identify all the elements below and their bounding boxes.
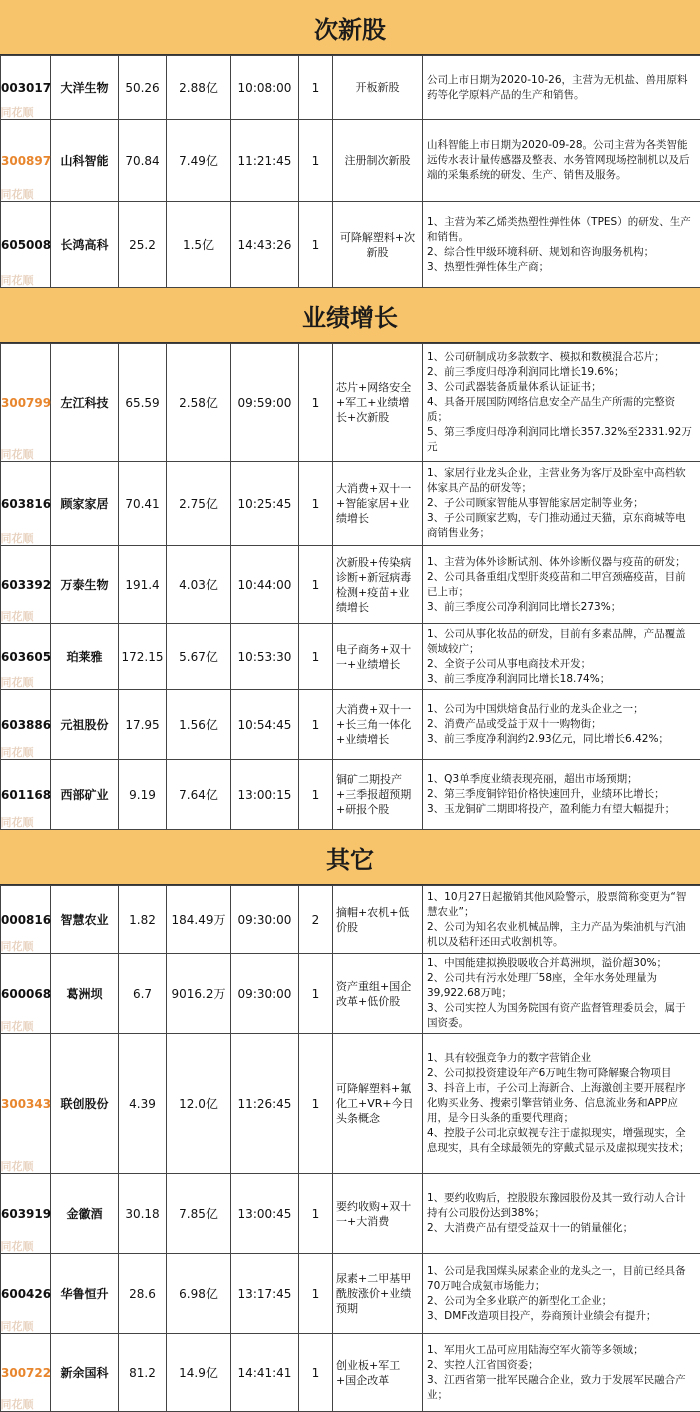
stock-name: 西部矿业 — [51, 760, 119, 830]
watermark-logo: 同花顺 — [1, 186, 34, 202]
stock-name: 葛洲坝 — [51, 954, 119, 1034]
description-line: 2、公司具备重组戊型肝炎疫苗和二甲宫颈癌疫苗，目前已上市； — [427, 570, 696, 600]
concept-tags: 摘帽+农机+低价股 — [333, 886, 423, 954]
description-line: 2、子公司顾家智能从事智能家居定制等业务； — [427, 496, 696, 511]
table-row — [1, 202, 700, 288]
stock-description — [423, 624, 700, 690]
description-line: 4、具备开展国防网络信息安全产品生产所需的完整资质； — [427, 395, 696, 425]
watermark-logo: 同花顺 — [1, 1238, 34, 1254]
description-line: 2、综合性甲级环境科研、规划和咨询服务机构； — [427, 245, 696, 260]
board-count: 1 — [299, 624, 333, 690]
trade-amount: 1.56亿 — [167, 690, 231, 760]
concept-tags: 尿素+二甲基甲酰胺涨价+业绩预期 — [333, 1254, 423, 1334]
board-count: 1 — [299, 120, 333, 202]
stock-code: 300897 — [1, 120, 51, 202]
trade-amount: 14.9亿 — [167, 1334, 231, 1412]
limit-up-time: 10:08:00 — [231, 56, 299, 120]
stock-description — [423, 1034, 700, 1174]
description-line: 2、消费产品或受益于双十一购物街； — [427, 717, 696, 732]
stock-name: 智慧农业 — [51, 886, 119, 954]
watermark-logo: 同花顺 — [1, 608, 34, 624]
concept-tags: 大消费+双十一+智能家居+业绩增长 — [333, 462, 423, 546]
stock-code: 603605 — [1, 624, 51, 690]
stock-code: 300799 — [1, 344, 51, 462]
description-line: 1、中国能建拟换股吸收合并葛洲坝，溢价超30%； — [427, 956, 696, 971]
limit-up-time: 14:41:41 — [231, 1334, 299, 1412]
stock-price: 70.84 — [119, 120, 167, 202]
concept-tags: 铜矿二期投产+三季报超预期+研报个股 — [333, 760, 423, 830]
watermark-logo: 同花顺 — [1, 1018, 34, 1034]
stock-name: 珀莱雅 — [51, 624, 119, 690]
stock-name: 左江科技 — [51, 344, 119, 462]
watermark-logo: 同花顺 — [1, 446, 34, 462]
description-line: 3、公司实控人为国务院国有资产监督管理委员会，属于国资委。 — [427, 1001, 696, 1031]
section-title: 次新股 — [0, 0, 700, 55]
description-line: 3、DMF改造项目投产，券商预计业绩会有提升； — [427, 1309, 696, 1324]
concept-tags: 可降解塑料+次新股 — [333, 202, 423, 288]
watermark-logo: 同花顺 — [1, 104, 34, 120]
stock-price: 25.2 — [119, 202, 167, 288]
board-count: 1 — [299, 546, 333, 624]
table-row — [1, 954, 700, 1034]
stock-name: 顾家家居 — [51, 462, 119, 546]
limit-up-time: 14:43:26 — [231, 202, 299, 288]
description-line: 1、公司研制成功多款数字、模拟和数模混合芯片； — [427, 350, 696, 365]
stock-code: 600068 — [1, 954, 51, 1034]
stock-name: 金徽酒 — [51, 1174, 119, 1254]
stock-description — [423, 56, 700, 120]
description-line: 山科智能上市日期为2020-09-28。公司主营为各类智能远传水表计量传感器及整表、水务管网现场控制机以及后端的采集系统的研发、生产、销售及服务。 — [427, 138, 696, 183]
description-line: 1、10月27日起撤销其他风险警示，股票简称变更为“智慧农业”； — [427, 890, 696, 920]
watermark-logo: 同花顺 — [1, 814, 34, 830]
stock-name: 新余国科 — [51, 1334, 119, 1412]
stock-price: 191.4 — [119, 546, 167, 624]
description-line: 1、主营为体外诊断试剂、体外诊断仪器与疫苗的研发； — [427, 555, 696, 570]
trade-amount: 2.58亿 — [167, 344, 231, 462]
board-count: 1 — [299, 202, 333, 288]
board-count: 1 — [299, 690, 333, 760]
stock-description — [423, 954, 700, 1034]
stock-code: 601168 — [1, 760, 51, 830]
trade-amount: 9016.2万 — [167, 954, 231, 1034]
section-title: 业绩增长 — [0, 288, 700, 343]
board-count: 1 — [299, 344, 333, 462]
description-line: 2、公司为全多业联产的新型化工企业； — [427, 1294, 696, 1309]
trade-amount: 184.49万 — [167, 886, 231, 954]
watermark-logo: 同花顺 — [1, 938, 34, 954]
stock-code: 605008 — [1, 202, 51, 288]
limit-up-time: 09:30:00 — [231, 886, 299, 954]
trade-amount: 7.49亿 — [167, 120, 231, 202]
description-line: 2、公司共有污水处理厂58座，全年水务处理量为39,922.68万吨； — [427, 971, 696, 1001]
stock-code: 603392 — [1, 546, 51, 624]
stock-code: 300722 — [1, 1334, 51, 1412]
trade-amount: 7.85亿 — [167, 1174, 231, 1254]
description-line: 1、公司从事化妆品的研发，目前有多素品牌，产品覆盖领域较广； — [427, 627, 696, 657]
board-count: 1 — [299, 954, 333, 1034]
stock-code: 603886 — [1, 690, 51, 760]
concept-tags: 要约收购+双十一+大消费 — [333, 1174, 423, 1254]
watermark-logo: 同花顺 — [1, 744, 34, 760]
description-line: 2、第三季度铜锌铅价格快速回升，业绩环比增长； — [427, 787, 696, 802]
stock-name: 万泰生物 — [51, 546, 119, 624]
description-line: 1、主营为苯乙烯类热塑性弹性体（TPES）的研发、生产和销售。 — [427, 215, 696, 245]
stock-price: 172.15 — [119, 624, 167, 690]
stock-code: 603816 — [1, 462, 51, 546]
stock-description — [423, 546, 700, 624]
stock-description — [423, 120, 700, 202]
description-line: 1、公司是我国煤头尿素企业的龙头之一，目前已经具备70万吨合成氨市场能力； — [427, 1264, 696, 1294]
description-line: 3、子公司顾家艺购，专门推动通过天猫，京东商城等电商销售业务； — [427, 511, 696, 541]
description-line: 5、第三季度归母净利润同比增长357.32%至2331.92万元 — [427, 425, 696, 455]
table-row — [1, 1174, 700, 1254]
table-row — [1, 546, 700, 624]
description-line: 1、要约收购后，控股股东豫园股份及其一致行动人合计持有公司股份达到38%； — [427, 1191, 696, 1221]
concept-tags: 芯片+网络安全+军工+业绩增长+次新股 — [333, 344, 423, 462]
trade-amount: 4.03亿 — [167, 546, 231, 624]
description-line: 3、前三季度公司净利润同比增长273%； — [427, 600, 696, 615]
stock-description — [423, 462, 700, 546]
table-row — [1, 1334, 700, 1412]
watermark-logo: 同花顺 — [1, 530, 34, 546]
limit-up-time: 11:26:45 — [231, 1034, 299, 1174]
board-count: 1 — [299, 462, 333, 546]
stock-description — [423, 760, 700, 830]
table-row — [1, 1034, 700, 1174]
limit-up-time: 13:00:15 — [231, 760, 299, 830]
concept-tags: 次新股+传染病诊断+新冠病毒检测+疫苗+业绩增长 — [333, 546, 423, 624]
concept-tags: 电子商务+双十一+业绩增长 — [333, 624, 423, 690]
stock-price: 50.26 — [119, 56, 167, 120]
stock-table — [0, 885, 700, 1412]
limit-up-time: 10:54:45 — [231, 690, 299, 760]
description-line: 2、大消费产品有望受益双十一的销量催化； — [427, 1221, 696, 1236]
stock-description — [423, 202, 700, 288]
stock-description — [423, 344, 700, 462]
stock-code: 000816 — [1, 886, 51, 954]
trade-amount: 2.88亿 — [167, 56, 231, 120]
stock-description — [423, 1174, 700, 1254]
table-row — [1, 462, 700, 546]
concept-tags: 大消费+双十一+长三角一体化+业绩增长 — [333, 690, 423, 760]
stock-price: 70.41 — [119, 462, 167, 546]
stock-code: 603919 — [1, 1174, 51, 1254]
stock-price: 9.19 — [119, 760, 167, 830]
board-count: 1 — [299, 760, 333, 830]
table-row — [1, 624, 700, 690]
table-row — [1, 344, 700, 462]
concept-tags: 注册制次新股 — [333, 120, 423, 202]
stock-table — [0, 343, 700, 830]
limit-up-time: 10:53:30 — [231, 624, 299, 690]
stock-name: 元祖股份 — [51, 690, 119, 760]
section-title: 其它 — [0, 830, 700, 885]
trade-amount: 6.98亿 — [167, 1254, 231, 1334]
trade-amount: 2.75亿 — [167, 462, 231, 546]
limit-up-time: 10:44:00 — [231, 546, 299, 624]
board-count: 1 — [299, 1334, 333, 1412]
description-line: 公司上市日期为2020-10-26，主营为无机盐、兽用原料药等化学原料产品的生产和销售。 — [427, 73, 696, 103]
description-line: 4、控股子公司北京蚁视专注于虚拟现实，增强现实，全息现实，具有全球最领先的穿戴式显示及虚拟现实技术； — [427, 1126, 696, 1156]
limit-up-time: 09:30:00 — [231, 954, 299, 1034]
description-line: 1、公司为中国烘焙食品行业的龙头企业之一； — [427, 702, 696, 717]
stock-price: 30.18 — [119, 1174, 167, 1254]
stock-price: 6.7 — [119, 954, 167, 1034]
stock-price: 65.59 — [119, 344, 167, 462]
table-row — [1, 886, 700, 954]
stock-price: 28.6 — [119, 1254, 167, 1334]
description-line: 2、前三季度归母净利润同比增长19.6%； — [427, 365, 696, 380]
description-line: 1、家居行业龙头企业，主营业务为客厅及卧室中高档软体家具产品的研发等； — [427, 466, 696, 496]
stock-code: 003017 — [1, 56, 51, 120]
limit-up-time: 13:00:45 — [231, 1174, 299, 1254]
stock-description — [423, 690, 700, 760]
stock-table — [0, 55, 700, 288]
description-line: 3、江西省第一批军民融合企业，致力于发展军民融合产业； — [427, 1373, 696, 1403]
stock-description — [423, 1254, 700, 1334]
stock-description — [423, 1334, 700, 1412]
stock-description — [423, 886, 700, 954]
board-count: 1 — [299, 1034, 333, 1174]
stock-price: 1.82 — [119, 886, 167, 954]
stock-code: 300343 — [1, 1034, 51, 1174]
board-count: 1 — [299, 1254, 333, 1334]
watermark-logo: 同花顺 — [1, 1158, 34, 1174]
stock-name: 大洋生物 — [51, 56, 119, 120]
stock-code: 600426 — [1, 1254, 51, 1334]
watermark-logo: 同花顺 — [1, 1318, 34, 1334]
stock-price: 4.39 — [119, 1034, 167, 1174]
stock-name: 华鲁恒升 — [51, 1254, 119, 1334]
board-count: 1 — [299, 1174, 333, 1254]
table-row — [1, 1254, 700, 1334]
watermark-logo: 同花顺 — [1, 674, 34, 690]
description-line: 2、实控人江省国资委； — [427, 1358, 696, 1373]
trade-amount: 7.64亿 — [167, 760, 231, 830]
board-count: 2 — [299, 886, 333, 954]
limit-up-time: 09:59:00 — [231, 344, 299, 462]
stock-price: 81.2 — [119, 1334, 167, 1412]
concept-tags: 开板新股 — [333, 56, 423, 120]
watermark-logo: 同花顺 — [1, 1396, 34, 1412]
board-count: 1 — [299, 56, 333, 120]
description-line: 1、军用火工品可应用陆海空军火箭等多领域； — [427, 1343, 696, 1358]
description-line: 1、Q3单季度业绩表现亮丽，超出市场预期； — [427, 772, 696, 787]
table-row — [1, 56, 700, 120]
description-line: 2、公司拟投资建设年产6万吨生物可降解聚合物项目 — [427, 1066, 696, 1081]
limit-up-time: 13:17:45 — [231, 1254, 299, 1334]
stock-price: 17.95 — [119, 690, 167, 760]
table-row — [1, 690, 700, 760]
watermark-logo: 同花顺 — [1, 272, 34, 288]
trade-amount: 5.67亿 — [167, 624, 231, 690]
concept-tags: 可降解塑料+氟化工+VR+今日头条概念 — [333, 1034, 423, 1174]
stock-name: 联创股份 — [51, 1034, 119, 1174]
description-line: 3、玉龙铜矿二期即将投产，盈利能力有望大幅提升； — [427, 802, 696, 817]
table-row — [1, 120, 700, 202]
description-line: 1、具有较强竞争力的数字营销企业 — [427, 1051, 696, 1066]
description-line: 3、抖音上市，子公司上海新合、上海激创主要开展程序化购买业务、搜索引擎营销业务、信息流业务和APP应用，是今日头条的重要代理商； — [427, 1081, 696, 1126]
stock-name: 长鸿高科 — [51, 202, 119, 288]
table-row — [1, 760, 700, 830]
description-line: 3、热塑性弹性体生产商； — [427, 260, 696, 275]
limit-up-time: 11:21:45 — [231, 120, 299, 202]
concept-tags: 资产重组+国企改革+低价股 — [333, 954, 423, 1034]
description-line: 3、前三季度净利润同比增长18.74%； — [427, 672, 696, 687]
trade-amount: 12.0亿 — [167, 1034, 231, 1174]
concept-tags: 创业板+军工+国企改革 — [333, 1334, 423, 1412]
description-line: 3、公司武器装备质量体系认证证书； — [427, 380, 696, 395]
limit-up-time: 10:25:45 — [231, 462, 299, 546]
description-line: 2、公司为知名农业机械品牌，主力产品为柴油机与汽油机以及秸秆还田式收割机等。 — [427, 920, 696, 950]
stock-name: 山科智能 — [51, 120, 119, 202]
trade-amount: 1.5亿 — [167, 202, 231, 288]
description-line: 3、前三季度净利润约2.93亿元，同比增长6.42%； — [427, 732, 696, 747]
description-line: 2、全资子公司从事电商技术开发； — [427, 657, 696, 672]
